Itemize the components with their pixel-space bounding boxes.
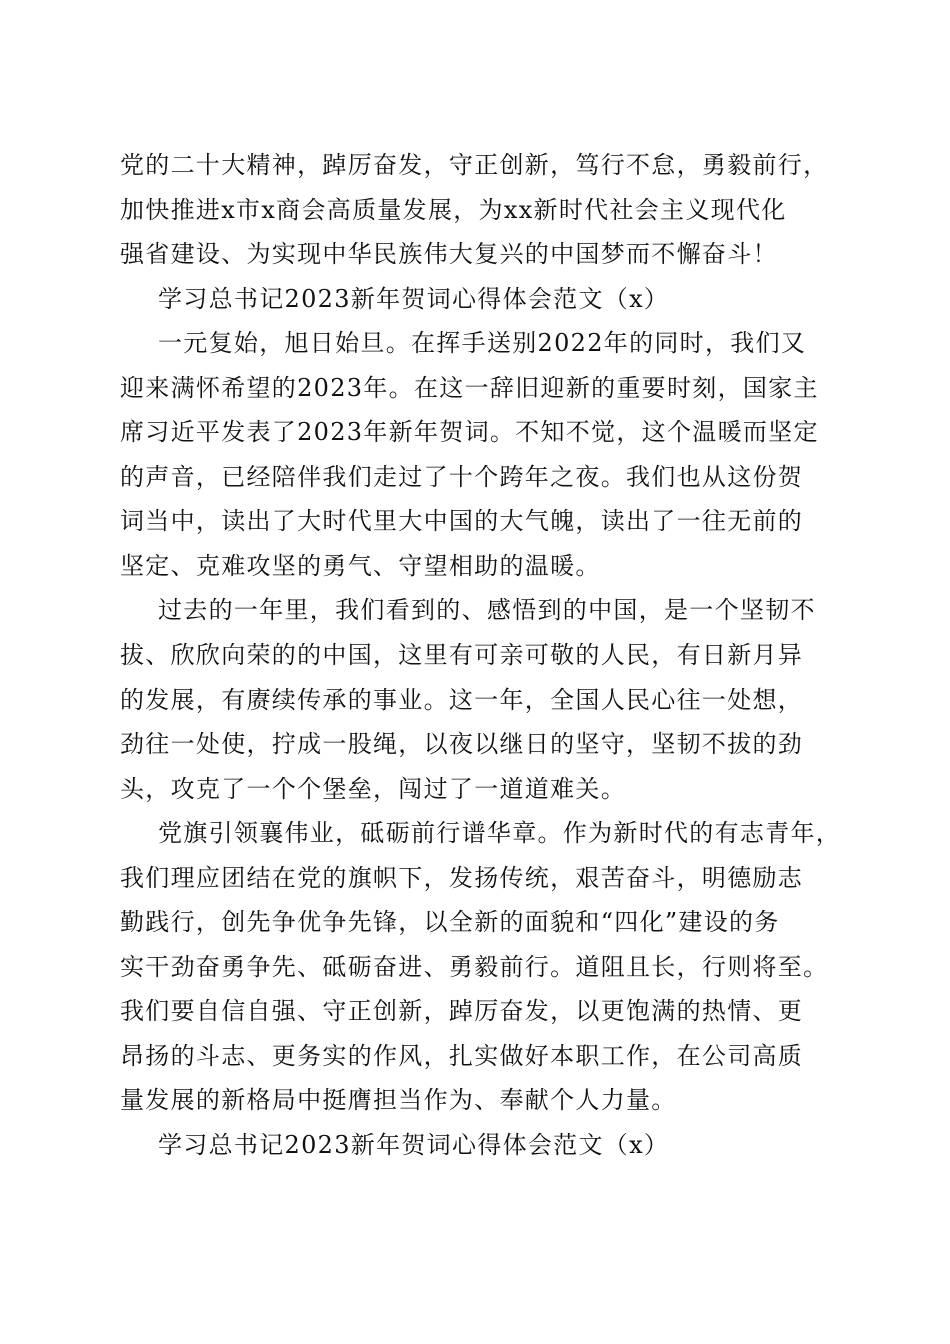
text-line: 的发展，有赓续传承的事业。这一年，全国人民心往一处想， bbox=[120, 685, 804, 714]
text-line: 席习近平发表了2023年新年贺词。不知不觉，这个温暖而坚定 bbox=[120, 418, 819, 447]
text-line: 强省建设、为实现中华民族伟大复兴的中国梦而不懈奋斗！ bbox=[120, 240, 778, 269]
text-line: 迎来满怀希望的2023年。在这一辞旧迎新的重要时刻，国家主 bbox=[120, 373, 819, 402]
document-page bbox=[120, 143, 840, 1168]
text-line: 昂扬的斗志、更务实的作风，扎实做好本职工作，在公司高质 bbox=[120, 1041, 804, 1070]
text-line: 我们要自信自强、守正创新，踔厉奋发，以更饱满的热情、更 bbox=[120, 997, 804, 1026]
text-line: 拔、欣欣向荣的的中国，这里有可亲可敬的人民，有日新月异 bbox=[120, 641, 804, 670]
text-line: 勤践行，创先争优争先锋，以全新的面貌和“四化”建设的务 bbox=[120, 908, 780, 937]
text-line: 学习总书记2023新年贺词心得体会范文（x） bbox=[158, 1131, 670, 1160]
text-line: 词当中，读出了大时代里大中国的大气魄，读出了一往无前的 bbox=[120, 507, 804, 536]
text-line: 一元复始，旭日始旦。在挥手送别2022年的同时，我们又 bbox=[158, 329, 807, 358]
text-line: 实干劲奋勇争先、砥砺奋进、勇毅前行。道阻且长，行则将至。 bbox=[120, 952, 829, 981]
text-line: 的声音，已经陪伴我们走过了十个跨年之夜。我们也从这份贺 bbox=[120, 462, 804, 491]
text-line: 头，攻克了一个个堡垒，闯过了一道道难关。 bbox=[120, 774, 626, 803]
text-line: 党旗引领襄伟业，砥砺前行谱华章。作为新时代的有志青年， bbox=[158, 819, 842, 848]
text-line: 坚定、克难攻坚的勇气、守望相助的温暖。 bbox=[120, 551, 601, 580]
text-line: 过去的一年里，我们看到的、感悟到的中国，是一个坚韧不 bbox=[158, 596, 816, 625]
text-line: 量发展的新格局中挺膺担当作为、奉献个人力量。 bbox=[120, 1086, 677, 1115]
text-line: 劲往一处使，拧成一股绳，以夜以继日的坚守，坚韧不拔的劲 bbox=[120, 730, 804, 759]
text-line: 党的二十大精神，踔厉奋发，守正创新，笃行不怠，勇毅前行， bbox=[120, 151, 829, 179]
text-line: 加快推进x市x商会高质量发展，为xx新时代社会主义现代化 bbox=[120, 195, 787, 224]
text-line: 学习总书记2023新年贺词心得体会范文（x） bbox=[158, 284, 670, 313]
text-line: 我们理应团结在党的旗帜下，发扬传统，艰苦奋斗，明德励志 bbox=[120, 863, 804, 892]
